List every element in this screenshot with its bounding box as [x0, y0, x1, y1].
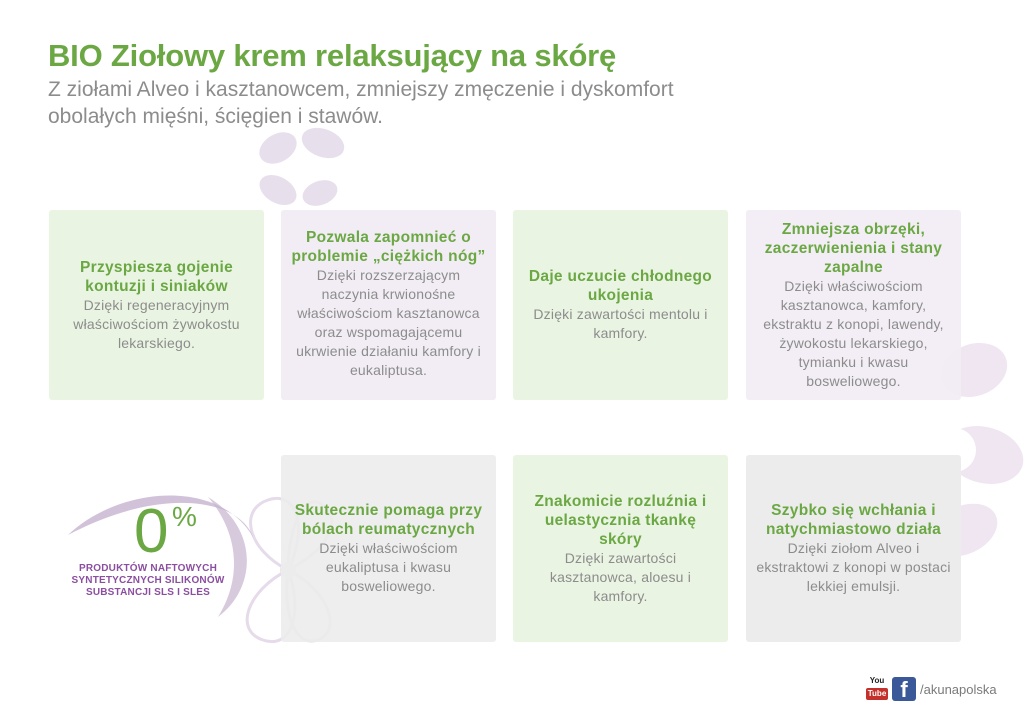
- feature-card: [746, 455, 961, 642]
- feature-card-heading: Zmniejsza obrzęki, zaczerwienienia i stany zapalne: [764, 220, 943, 276]
- zero-percent-badge: [48, 485, 248, 615]
- feature-card-text: Dzięki rozszerzającym naczynia krwionośne właściwościom kasztanowca oraz wspomagającemu ukrwienie działaniu kamfory i eukaliptusa.: [296, 267, 481, 378]
- feature-card-heading: Skutecznie pomaga przy bólach reumatycznych: [294, 502, 483, 538]
- feature-card: [49, 210, 264, 400]
- feature-card-text: Dzięki zawartości kasztanowca, aloesu i kamfory.: [549, 549, 692, 604]
- feature-card: [746, 210, 961, 400]
- zero-number: 0: [134, 497, 169, 566]
- feature-card: [513, 210, 728, 400]
- feature-card-heading: Pozwala zapomnieć o problemie „ciężkich nóg”: [291, 229, 486, 265]
- youtube-icon[interactable]: You Tube: [867, 676, 887, 698]
- badge-text: PRODUKTÓW NAFTOWYCH SYNTETYCZNYCH SILIKONÓW SUBSTANCJI SLS I SLES: [71, 563, 225, 598]
- feature-card-text: Dzięki ziołom Alveo i ekstraktowi z konopi w postaci lekkiej emulsji.: [756, 540, 951, 594]
- feature-card: [281, 210, 496, 400]
- facebook-icon[interactable]: f: [892, 677, 916, 701]
- feature-card-heading: Daje uczucie chłodnego ukojenia: [528, 268, 713, 304]
- page-title: BIO Ziołowy krem relaksujący na skórę: [48, 38, 617, 73]
- flower-decoration-top: [248, 118, 358, 218]
- percent-sign: %: [172, 501, 197, 532]
- feature-card: [513, 455, 728, 642]
- social-links: [866, 676, 997, 702]
- feature-card-heading: Znakomicie rozluźnia i uelastycznia tkankę skóry: [534, 492, 707, 548]
- feature-card-text: Dzięki zawartości mentolu i kamfory.: [533, 306, 708, 341]
- feature-card-heading: Przyspiesza gojenie kontuzji i siniaków: [79, 258, 233, 295]
- feature-card-text: Dzięki właściwościom kasztanowca, kamfory, ekstraktu z konopi, lawendy, żywokostu lekarskiego, tymianku i kwasu bosweliowego.: [763, 277, 944, 389]
- feature-card-text: Dzięki właściwościom eukaliptusa i kwasu bosweliowego.: [319, 540, 458, 594]
- feature-card-text: Dzięki regeneracyjnym właściwościom żywokostu lekarskiego.: [73, 296, 240, 351]
- social-handle[interactable]: /akunapolska: [920, 681, 997, 697]
- feature-card: [281, 455, 496, 642]
- feature-card-heading: Szybko się wchłania i natychmiastowo działa: [765, 502, 942, 538]
- page-subtitle: Z ziołami Alveo i kasztanowcem, zmniejszy zmęczenie i dyskomfort obolałych mięśni, ścięgien i stawów.: [48, 78, 674, 128]
